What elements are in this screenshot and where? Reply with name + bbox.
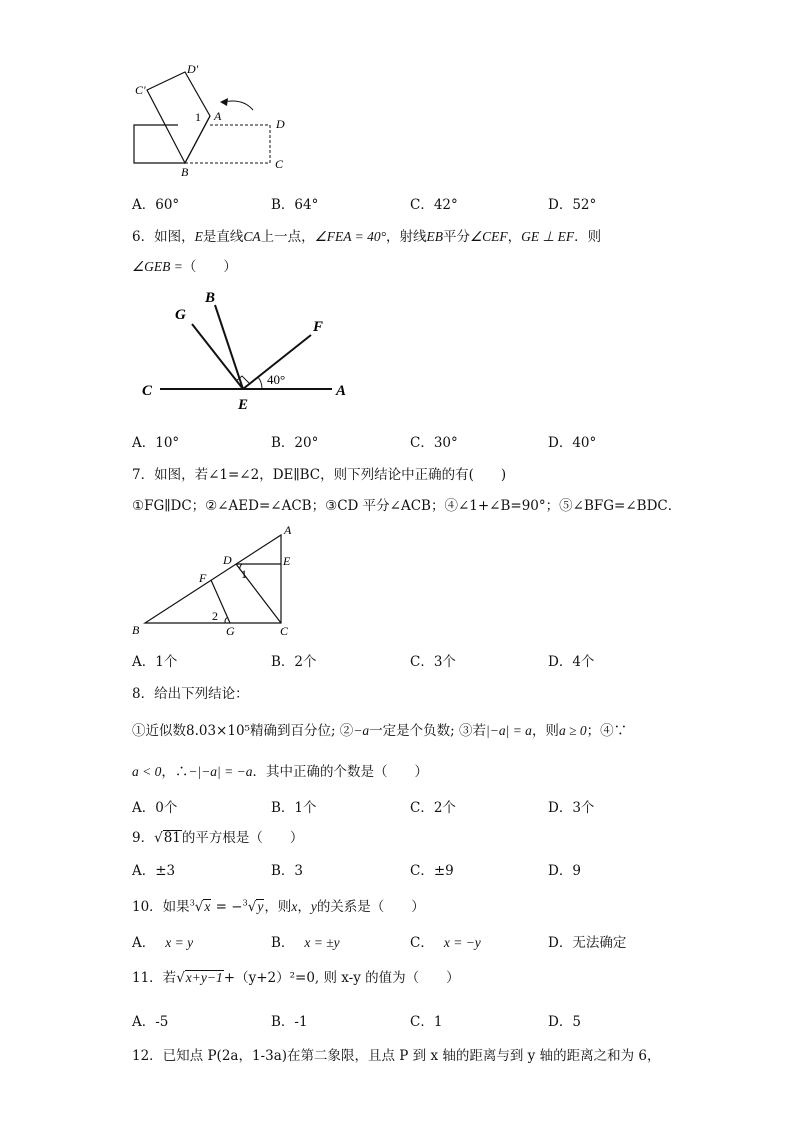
q10-equals: = − (211, 899, 243, 915)
fig6-label-g: G (175, 307, 186, 323)
fig5-left-rect (134, 125, 185, 163)
q10-option-c-label: C． (410, 935, 434, 951)
q6-option-d[interactable]: D．40° (548, 435, 597, 451)
fig6-angle-arc (258, 377, 262, 389)
fig6-label-f: F (313, 319, 324, 335)
q8-abs-expr: |−a| = a (486, 723, 532, 738)
q10-text: ，则 (264, 899, 292, 915)
fig6-ray-eg (192, 324, 243, 389)
q8-approx-number: 8.03×10⁵ (186, 723, 250, 739)
q10-number: 10．如果 (132, 899, 190, 915)
q8-text: ，则 (531, 723, 559, 739)
q8-option-d[interactable]: D．3个 (548, 800, 595, 816)
q11-option-b[interactable]: B．-1 (271, 1014, 308, 1030)
fig7-label-g: G (226, 624, 235, 638)
fig5-arrow-head (220, 98, 228, 106)
q8-text: 精确到百分位; ② (249, 723, 354, 739)
q8-text: ①近似数 (132, 723, 186, 739)
q6-text: ，射线 (385, 229, 427, 245)
q8-expression: −|−a| = −a (188, 764, 253, 779)
q8-stem-line2 (132, 719, 627, 739)
q11-radicand: x+y−1 (185, 970, 223, 985)
q8-stem-line3 (132, 760, 428, 780)
q10-text: ， (297, 899, 311, 915)
q11-option-d[interactable]: D．5 (548, 1014, 581, 1030)
q8-option-a[interactable]: A．0个 (132, 800, 178, 816)
q9-option-a[interactable]: A．±3 (132, 863, 176, 879)
q7-stem-line2: ①FG∥DC；②∠AED=∠ACB；③CD 平分∠ACB；④∠1+∠B=90°；⑤∠BFG=∠BDC． (132, 498, 682, 514)
fig6-angle-label: 40° (267, 372, 286, 387)
q6-text: 平分 (442, 229, 470, 245)
q9-text: 的平方根是（ ） (181, 830, 304, 846)
q10-radicand-x: x (204, 899, 211, 914)
q6-text: ， (507, 229, 522, 245)
sqrt-icon: √ (154, 830, 163, 846)
q6-option-c[interactable]: C．30° (410, 435, 458, 451)
fig7-label-two: 2 (212, 609, 218, 623)
cube-root-index-icon: 3 (189, 898, 195, 908)
q8-text: 一定是个负数; ③若 (369, 723, 487, 739)
q6-stem-line1 (132, 225, 601, 245)
q8-text: ，∴ (161, 764, 189, 780)
q5-option-a[interactable]: A．60° (132, 197, 180, 213)
q9-radicand: 81 (163, 830, 181, 846)
q11-option-c[interactable]: C．1 (410, 1014, 443, 1030)
figure-q6 (135, 285, 355, 415)
q8-option-b[interactable]: B．1个 (271, 800, 317, 816)
q10-option-b-label: B． (271, 935, 295, 951)
sqrt-icon: √ (247, 899, 257, 915)
q9-option-d[interactable]: D．9 (548, 863, 581, 879)
fig5-label-c-prime: C' (135, 83, 146, 97)
q6-answer-blank: （ ） (182, 259, 237, 275)
q6-perpendicular: GE ⊥ EF (521, 229, 575, 244)
q8-neg-a: −a (353, 723, 370, 738)
q9-stem (132, 826, 303, 846)
q8-stem-line1: 8．给出下列结论： (132, 686, 249, 702)
fig6-label-b: B (205, 290, 216, 306)
q9-option-c[interactable]: C．±9 (410, 863, 454, 879)
q11-text: +（y+2）²=0, 则 x-y 的值为（ ） (223, 970, 460, 986)
q12-stem: 12．已知点 P(2a，1-3a)在第二象限，且点 P 到 x 轴的距离与到 y 轴的距离之和为 6， (132, 1048, 661, 1064)
figure-q7 (128, 520, 308, 642)
q7-option-c[interactable]: C．3个 (410, 654, 456, 670)
q11-option-a[interactable]: A．-5 (132, 1014, 169, 1030)
fig6-ray-eb (215, 305, 243, 389)
q7-option-a[interactable]: A．1个 (132, 654, 178, 670)
q5-option-d[interactable]: D．52° (548, 197, 597, 213)
fig5-label-a: A (214, 109, 222, 123)
cube-root-index-icon: 3 (242, 898, 248, 908)
fig7-label-c: C (280, 624, 289, 638)
fig7-label-one: 1 (241, 567, 247, 581)
q8-text: ；④∵ (586, 723, 628, 739)
q6-ray-eb: EB (426, 229, 443, 244)
q6-option-b[interactable]: B．20° (271, 435, 319, 451)
q6-angle-fea: ∠FEA = 40° (314, 229, 386, 244)
q6-angle-cef: ∠CEF (469, 229, 508, 244)
q8-condition: a ≥ 0 (558, 723, 587, 738)
q8-condition-a: a < 0 (132, 764, 162, 779)
fig7-label-f: F (199, 571, 207, 585)
q10-option-a-math: x = y (165, 935, 194, 950)
q10-option-b[interactable] (271, 931, 340, 951)
q9-option-b[interactable]: B．3 (271, 863, 304, 879)
q10-option-c-math: x = −y (443, 935, 481, 950)
q7-option-d[interactable]: D．4个 (548, 654, 595, 670)
fig7-label-d: D (223, 553, 232, 567)
q8-text: ．其中正确的个数是（ ） (252, 764, 428, 780)
q7-option-b[interactable]: B．2个 (271, 654, 317, 670)
fig7-label-e: E (283, 554, 291, 568)
q7-stem-line1: 7．如图，若∠1=∠2，DE∥BC，则下列结论中正确的有( ) (132, 467, 507, 483)
fig6-label-c: C (142, 383, 153, 399)
q6-text: 6．如图， (132, 229, 195, 245)
sqrt-icon: √ (194, 899, 204, 915)
q6-option-a[interactable]: A．10° (132, 435, 180, 451)
q6-text: ．则 (574, 229, 602, 245)
q6-line-ca: CA (243, 229, 261, 244)
fig7-label-a: A (284, 523, 292, 537)
q10-option-a[interactable] (132, 931, 193, 951)
q6-stem-line2 (132, 255, 237, 275)
fig5-rotation-arrow (223, 101, 253, 110)
q6-text: 是直线 (202, 229, 244, 245)
fig5-label-c: C (275, 157, 284, 171)
q10-text: 的关系是（ ） (316, 899, 425, 915)
q6-angle-geb: ∠GEB = (132, 259, 183, 274)
fig5-label-d-prime: D' (187, 62, 199, 76)
q5-option-c[interactable]: C．42° (410, 197, 458, 213)
fig5-label-d: D (276, 117, 285, 131)
q10-option-c[interactable] (410, 931, 481, 951)
q10-var-x: x (291, 899, 298, 914)
fig5-label-one: 1 (195, 110, 201, 124)
fig7-label-b: B (132, 623, 140, 637)
q6-text: 上一点， (260, 229, 315, 245)
q6-point-e: E (194, 229, 203, 244)
q10-option-b-math: x = ±y (304, 935, 340, 950)
q10-var-y: y (310, 899, 317, 914)
figure-q5 (125, 58, 300, 183)
q9-number: 9． (132, 830, 155, 846)
q10-option-d[interactable]: D．无法确定 (548, 935, 627, 951)
q10-stem (132, 895, 425, 915)
q11-number: 11．若 (132, 970, 177, 986)
q10-radicand-y: y (257, 899, 264, 914)
fig6-label-e: E (238, 397, 249, 413)
fig5-dashed-rect (185, 125, 270, 163)
sqrt-icon: √ (176, 970, 185, 986)
q10-option-a-label: A． (132, 935, 156, 951)
fig5-label-b: B (181, 165, 189, 179)
q11-stem (132, 966, 460, 986)
q8-option-c[interactable]: C．2个 (410, 800, 456, 816)
q5-option-b[interactable]: B．64° (271, 197, 319, 213)
fig6-label-a: A (336, 383, 347, 399)
